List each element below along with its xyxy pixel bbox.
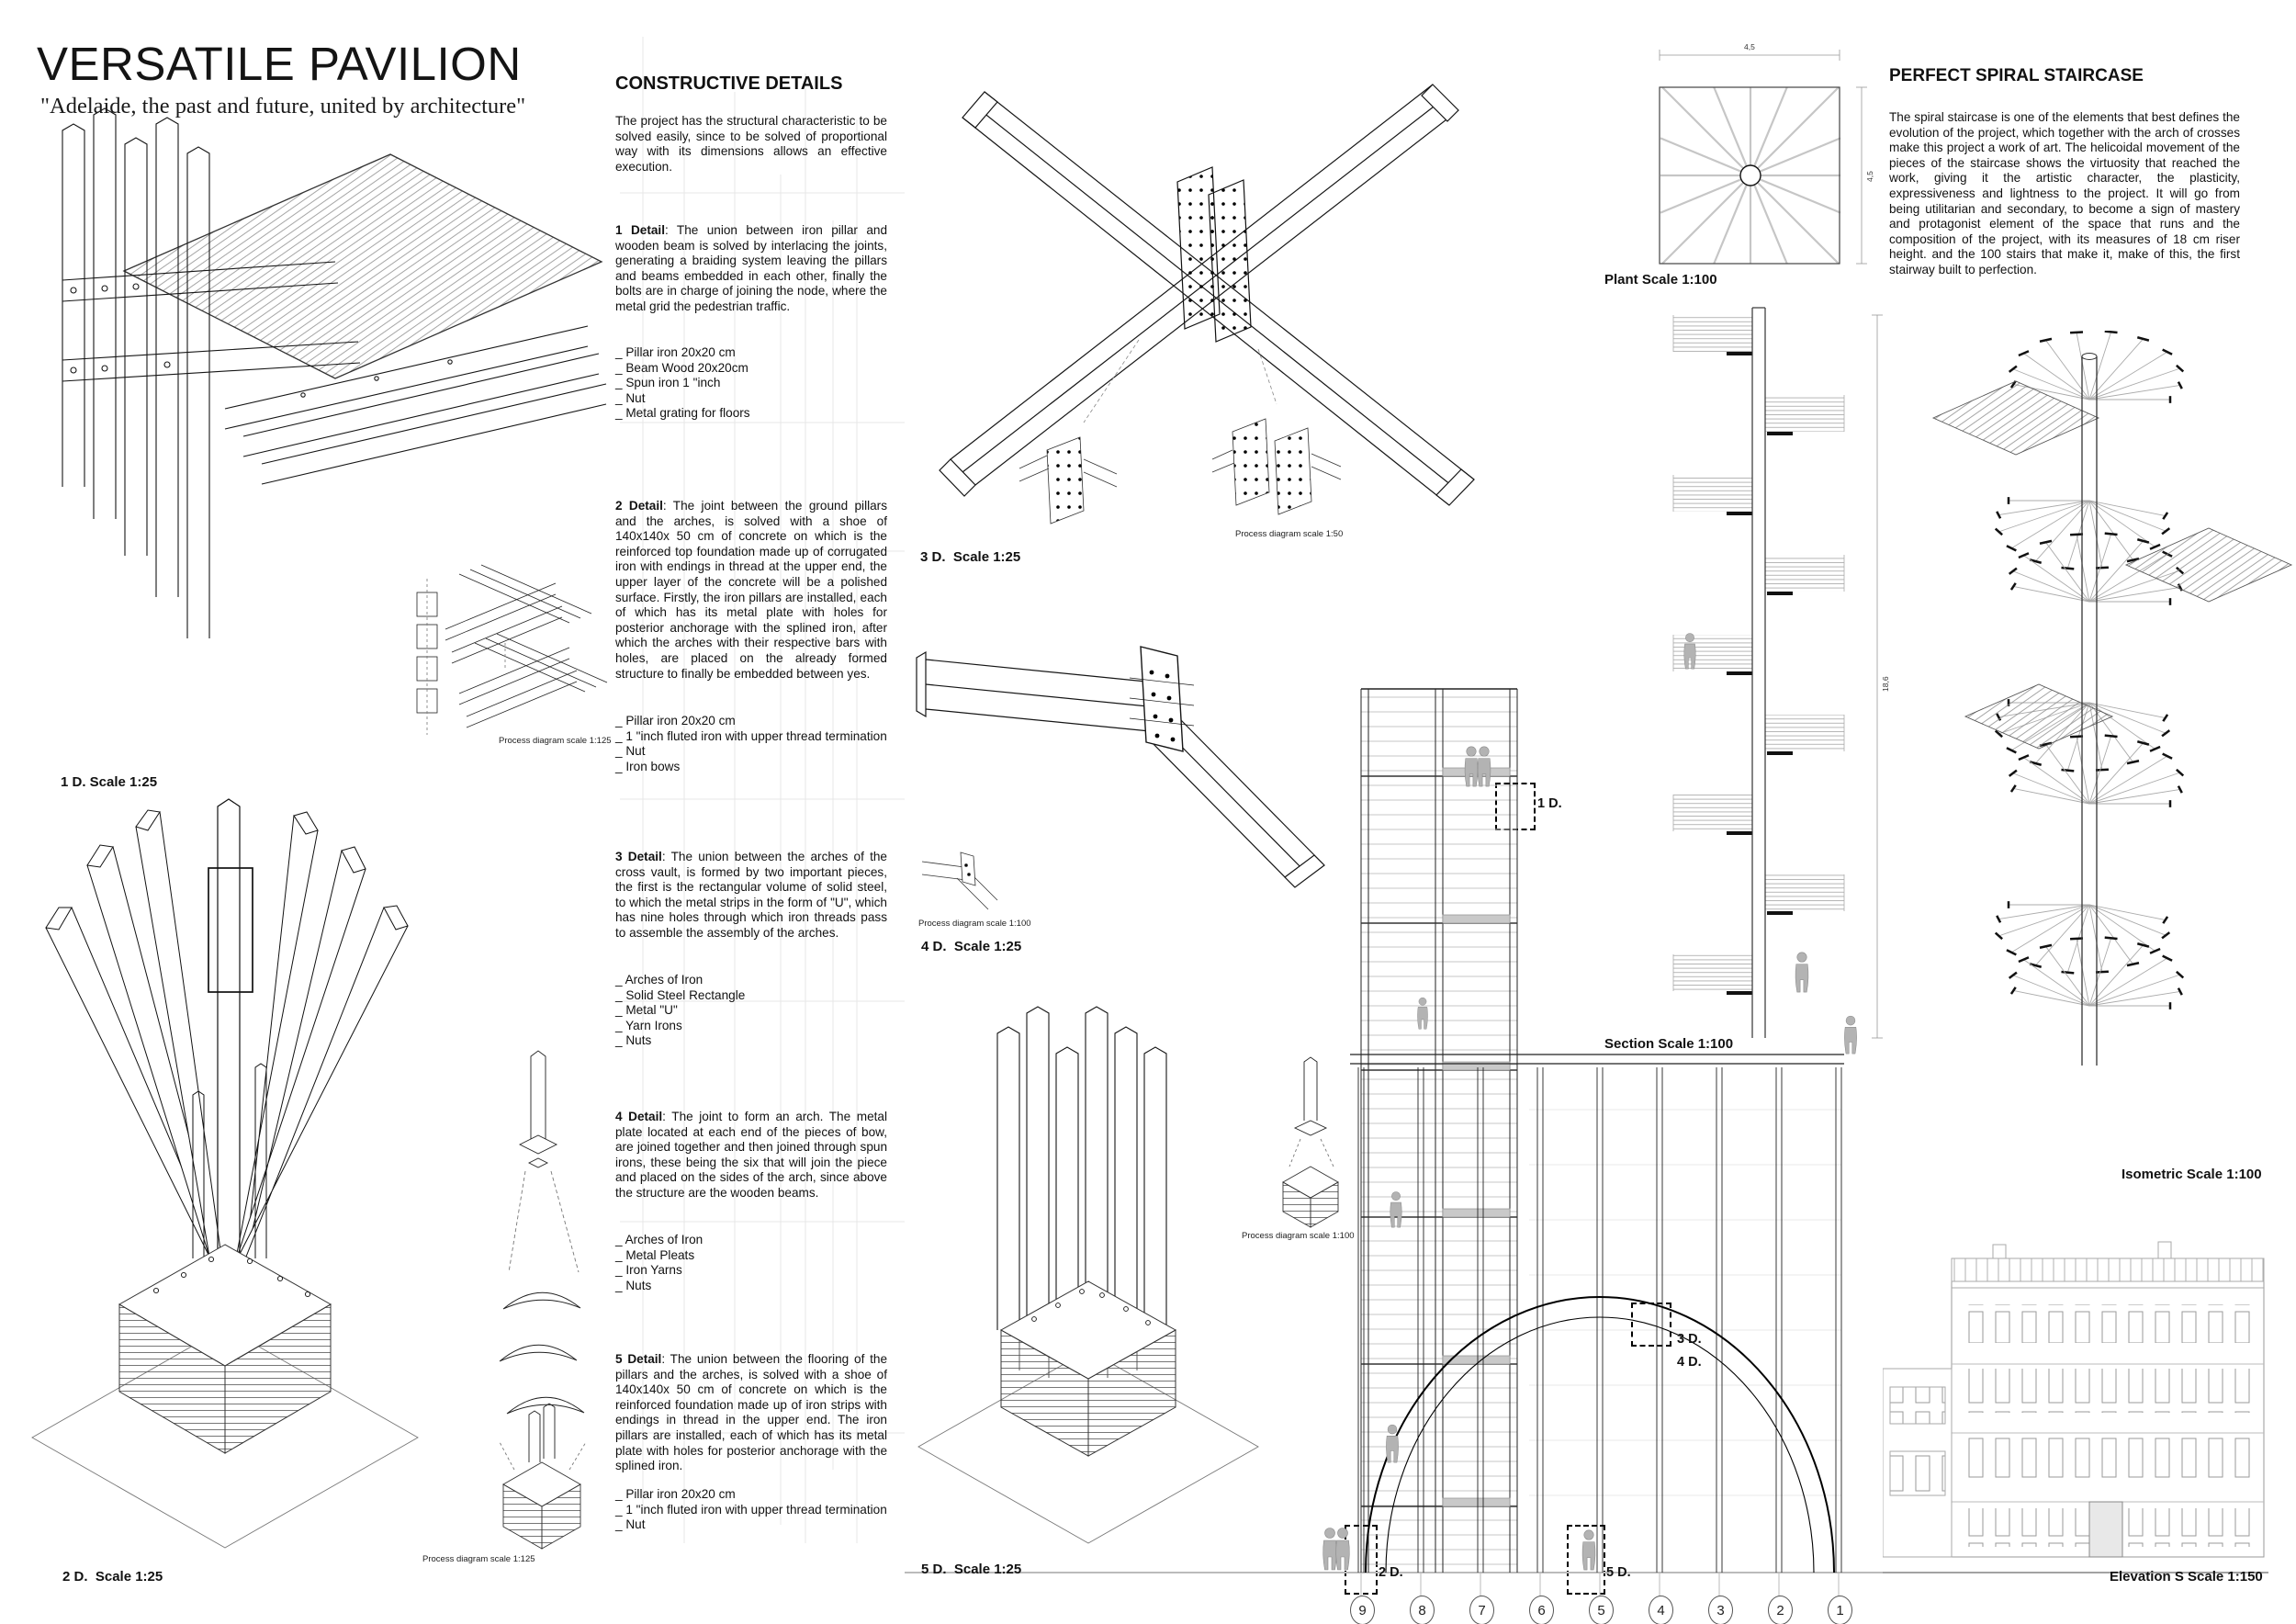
axis-bubble-9: 9 <box>1350 1596 1375 1624</box>
detail1-scale-label: 1 D. Scale 1:25 <box>61 774 158 790</box>
elevation-drawing <box>1883 1231 2268 1575</box>
detail2-paragraph: 2 Detail: The joint between the ground pillars and the arches, is solved with a shoe of 140x140x 50 cm of concrete on which is the reinforced top foundation made up of corrugated iron with endings in thread at the upper end, the upper layer of the concrete will be a polished surface. Firstly, the iron pillars are installed, each of which has its metal plate with holes for posterior anchorage with the splined iron, after which the arches with their respective bars with holes, are placed on the already formed structure to finally be embedded between yes. <box>615 499 887 681</box>
detail4-label: 4 Detail <box>615 1110 663 1123</box>
detail5-paragraph: 5 Detail: The union between the flooring of the pillars and the arches, is solved with a shoe of 140x140x 50 cm of concrete on which is the reinforced foundation made up of iron strips with endings in thread in the upper end. The iron pillars are installed, each of which has its metal plate with holes for posterior anchorage with the splined iron. <box>615 1352 887 1473</box>
detail2-label: 2 Detail <box>615 499 663 513</box>
detail1-process-sketch <box>417 565 607 735</box>
callout-1d-label: 1 D. <box>1537 796 1562 811</box>
axis-bubble-8: 8 <box>1410 1596 1435 1624</box>
constructive-intro: The project has the structural characteristic to be solved easily, since to be solved of proportional way with its dimensions allows an effective execution. <box>615 114 887 174</box>
detail2-process-label: Process diagram scale 1:125 <box>422 1554 535 1564</box>
detail4-paragraph: 4 Detail: The joint to form an arch. The metal plate located at each end of the pieces of bow, are joined together and then joined through spun irons, these being the six that will join the piece and placed on the sides of the arch, since above the structure are the wooden beams. <box>615 1110 887 1200</box>
spiral-isometric-drawing <box>1910 331 2296 1167</box>
detail3-paragraph: 3 Detail: The union between the arches of the cross vault, is formed by two important pieces, the first is the rectangular volume of solid steel, to which the metal strips in the form of "U", which has nine holes through which iron threads pass to assemble the assembly of the arches. <box>615 850 887 940</box>
detail3-drawing <box>909 73 1525 533</box>
detail3-scale-label: 3 D. Scale 1:25 <box>920 549 1021 565</box>
axis-bubble-2: 2 <box>1768 1596 1793 1624</box>
plant-width-dim: 4,5 <box>1744 42 1755 51</box>
axis-bubble-3: 3 <box>1708 1596 1733 1624</box>
detail3-process-label: Process diagram scale 1:50 <box>1235 529 1344 539</box>
detail1-items: _ Pillar iron 20x20 cm _ Beam Wood 20x20cm _ Spun iron 1 "inch _ Nut _ Metal grating for floors <box>615 345 750 421</box>
detail3-label: 3 Detail <box>615 850 662 863</box>
detail5-items: _ Pillar iron 20x20 cm _ 1 "inch fluted iron with upper thread termination _ Nut <box>615 1487 887 1532</box>
axis-bubble-5: 5 <box>1589 1596 1614 1624</box>
detail1-label: 1 Detail <box>615 223 665 237</box>
detail4-scale-label: 4 D. Scale 1:25 <box>921 939 1022 954</box>
page-subtitle: "Adelaide, the past and future, united by architecture" <box>40 94 526 118</box>
axis-bubble-7: 7 <box>1469 1596 1494 1624</box>
isometric-scale-label: Isometric Scale 1:100 <box>2122 1167 2262 1182</box>
detail4-process-label: Process diagram scale 1:100 <box>918 919 1031 929</box>
detail4-items: _ Arches of Iron _ Metal Pleats _ Iron Yarns _ Nuts <box>615 1233 703 1292</box>
constructive-heading: CONSTRUCTIVE DETAILS <box>615 73 843 94</box>
detail2-items: _ Pillar iron 20x20 cm _ 1 "inch fluted iron with upper thread termination _ Nut _ Iron bows <box>615 714 887 773</box>
staircase-section-drawing <box>1653 299 1892 1047</box>
staircase-heading: PERFECT SPIRAL STAIRCASE <box>1889 66 2144 85</box>
section-height-dim: 18,6 <box>1881 676 1890 692</box>
callout-5d-label: 5 D. <box>1606 1565 1631 1580</box>
detail5-scale-label: 5 D. Scale 1:25 <box>921 1562 1022 1577</box>
callout-2d-label: 2 D. <box>1379 1565 1403 1580</box>
page-title: VERSATILE PAVILION <box>37 38 522 90</box>
detail1-process-label: Process diagram scale 1:125 <box>499 736 612 746</box>
detail1-drawing <box>28 92 615 772</box>
detail2-scale-label: 2 D. Scale 1:25 <box>62 1569 163 1585</box>
detail5-process-label: Process diagram scale 1:100 <box>1242 1231 1355 1241</box>
detail1-paragraph: 1 Detail: The union between iron pillar and wooden beam is solved by interlacing the joints, generating a braiding system leaving the pillars and beams embedded in each other, finally the bolts are in charge of joining the node, where the metal grid the pedestrian traffic. <box>615 223 888 313</box>
axis-bubble-4: 4 <box>1649 1596 1673 1624</box>
detail5-label: 5 Detail <box>615 1352 662 1366</box>
detail3-items: _ Arches of Iron _ Solid Steel Rectangle _ Metal "U" _ Yarn Irons _ Nuts <box>615 973 746 1048</box>
plant-drawing <box>1644 28 1892 294</box>
section-scale-label: Section Scale 1:100 <box>1604 1036 1734 1052</box>
detail3-process-sketch <box>1019 340 1341 524</box>
plant-height-dim: 4,5 <box>1865 171 1874 182</box>
elevation-scale-label: Elevation S Scale 1:150 <box>2110 1569 2263 1585</box>
detail4-process-sketch <box>922 852 997 909</box>
detail4-drawing <box>909 625 1359 928</box>
detail2-drawing <box>18 790 441 1562</box>
axis-bubble-6: 6 <box>1529 1596 1554 1624</box>
detail5-drawing <box>909 992 1286 1571</box>
callout-3d-label: 3 D. <box>1677 1332 1702 1347</box>
staircase-body: The spiral staircase is one of the elements that best defines the evolution of the project, which together with the arch of crosses make this project a work of art. The helicoidal movement of the pieces of the staircase shows the virtuosity that reached the work, giving it the artistic character, the plasticity, expressiveness and lightness to the project. It will go from being utilitarian and secondary, to become a sign of mastery and protagonist element of the space that runs and the composition of the project, with its measures of 18 cm riser height. and the 100 stairs that make it, make of this, the first stairway built to perfection. <box>1889 110 2240 276</box>
plant-scale-label: Plant Scale 1:100 <box>1604 272 1717 288</box>
detail2-process-sketch <box>478 1038 615 1571</box>
callout-4d-label: 4 D. <box>1677 1355 1702 1370</box>
axis-bubble-1: 1 <box>1828 1596 1852 1624</box>
